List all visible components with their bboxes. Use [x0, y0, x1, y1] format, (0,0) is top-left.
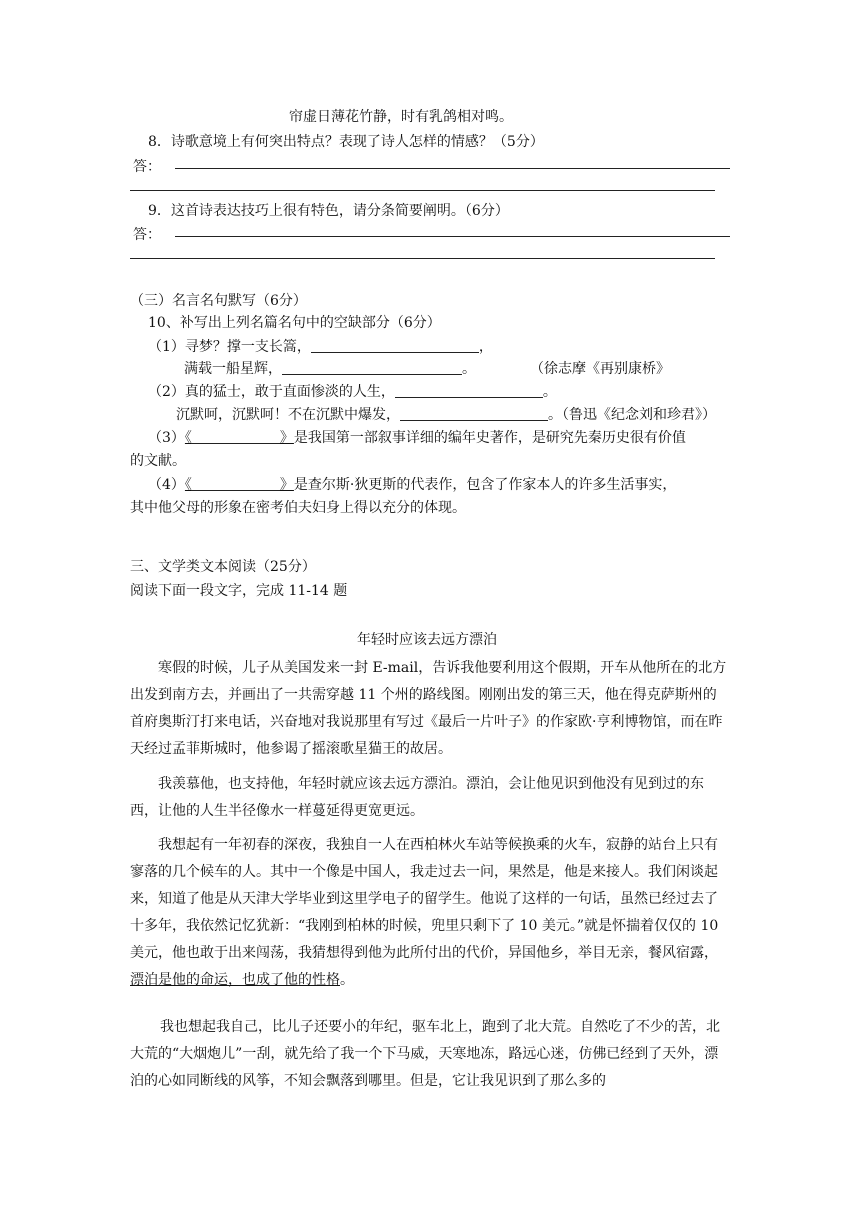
article-paragraph-2: 我羡慕他，也支持他，年轻时就应该去远方漂泊。漂泊，会让他见识到他没有见到过的东西，让他的人生半径像水一样蔓延得更宽更远。	[130, 776, 704, 819]
article-paragraph-4: 我也想起我自己，比儿子还要小的年纪，驱车北上，跑到了北大荒。自然吃了不少的苦，北大荒的“大烟炮儿”一刮，就先给了我一个下马威，天寒地冻，路远心迷，仿佛已经到了天外，漂泊的心如同断线的风筝，不知会飘落到哪里。但是，它让我见识到了那么多的	[130, 1019, 720, 1089]
q10-item4-number: （4）	[148, 477, 185, 493]
q10-item2-line2	[176, 404, 716, 424]
q10-item2-punct-2: 。	[548, 407, 562, 423]
q10-item1-blank-2[interactable]	[282, 360, 462, 375]
paragraph-3-end: 。	[340, 972, 354, 988]
part-3-instruction: 阅读下面一段文字，完成 11-14 题	[130, 583, 348, 599]
q10-item2-source: （鲁迅《纪念刘和珍君》）	[562, 407, 716, 423]
question-9: 9．这首诗表达技巧上很有特色，请分条简要阐明。（6分）	[148, 203, 509, 219]
q10-item1-source: （徐志摩《再别康桥》	[530, 361, 670, 377]
q10-item4-text: 是查尔斯·狄更斯的代表作，包含了作家本人的许多生活事实，	[293, 477, 677, 493]
section-3-title: （三）名言名句默写（6分）	[130, 293, 307, 309]
question-8-answer-line-2[interactable]	[130, 190, 715, 191]
part-3-title: 三、文学类文本阅读（25分）	[130, 559, 316, 575]
q10-item4-line2: 其中他父母的形象在密考伯夫妇身上得以充分的体现。	[130, 500, 466, 516]
paragraph-3-text: 我想起有一年初春的深夜，我独自一人在西柏林火车站等候换乘的火车，寂静的站台上只有寥落的几个候车的人。其中一个像是中国人，我走过去一问，果然是，他是来接人。我们闲谈起来，知道了他是从天津大学毕业到这里学电子的留学生。他说了这样的一句话，虽然已经过去了十多年，我依然记忆犹新：“我刚到柏林的时候，兜里只剩下了 10 美元。”就是怀揣着仅仅的 10 美元，他也敢于出来闯荡，我猜想得到他为此所付出的代价，异国他乡，举目无亲，餐风宿露，	[130, 837, 719, 961]
question-8-answer-line[interactable]	[175, 168, 730, 169]
q10-item1-prompt-2: 满载一船星辉，	[184, 361, 282, 377]
q10-item4-book-close: 》	[279, 477, 294, 493]
article-paragraph-1: 寒假的时候，儿子从美国发来一封 E-mail，告诉我他要利用这个假期，开车从他所在的北方出发到南方去，并画出了一共需穿越 11 个州的路线图。刚刚出发的第三天，他在得克萨斯州的首府奥斯汀打来电话，兴奋地对我说那里有写过《最后一片叶子》的作家欧·亨利博物馆，而在昨天经过孟菲斯城时，他参谒了摇滚歌星猫王的故居。	[130, 660, 727, 757]
q10-item4-book-open: 《	[184, 477, 192, 493]
q10-item1-punct-2: 。	[462, 361, 476, 377]
q10-item2-blank-1[interactable]	[395, 383, 543, 398]
q10-item1-line2	[184, 358, 476, 378]
q10-item2-prompt: （2）真的猛士，敢于直面惨淡的人生，	[148, 384, 395, 400]
poem-last-line: 帘虚日薄花竹静，时有乳鸽相对鸣。	[289, 109, 513, 125]
q10-item1-punct: ，	[478, 339, 493, 355]
question-8: 8．诗歌意境上有何突出特点？表现了诗人怎样的情感？（5分）	[148, 134, 544, 150]
question-10-title: 10、补写出上列名篇名句中的空缺部分（6分）	[148, 315, 441, 331]
question-9-answer-label: 答：	[133, 227, 161, 243]
q10-item2-prompt-2: 沉默呵，沉默呵！不在沉默中爆发，	[176, 407, 400, 423]
q10-item3-book-close: 》	[279, 430, 294, 446]
q10-item3-number: （3）	[148, 430, 185, 446]
question-8-answer-label: 答：	[133, 159, 161, 175]
q10-item3-line1	[148, 427, 686, 447]
article-paragraph-3	[130, 832, 730, 994]
q10-item3-book-open: 《	[184, 430, 192, 446]
question-9-answer-line-2[interactable]	[130, 258, 715, 259]
question-9-answer-line[interactable]	[175, 236, 730, 237]
q10-item3-blank[interactable]	[192, 429, 280, 444]
q10-item4-line1	[148, 474, 676, 494]
q10-item2-line1	[148, 381, 557, 401]
q10-item1-blank-1[interactable]	[311, 338, 479, 353]
q10-item2-blank-2[interactable]	[400, 406, 548, 421]
paragraph-3-underlined-sentence: 漂泊是他的命运，也成了他的性格	[130, 972, 340, 988]
q10-item2-punct: 。	[542, 384, 557, 400]
q10-item3-text: 是我国第一部叙事详细的编年史著作，是研究先秦历史很有价值	[293, 430, 686, 446]
q10-item3-line2: 的文献。	[130, 453, 186, 469]
q10-item1-line1	[148, 336, 493, 356]
article-title: 年轻时应该去远方漂泊	[357, 632, 497, 648]
q10-item4-blank[interactable]	[192, 476, 280, 491]
q10-item1-prompt: （1）寻梦？撑一支长篙，	[148, 339, 311, 355]
